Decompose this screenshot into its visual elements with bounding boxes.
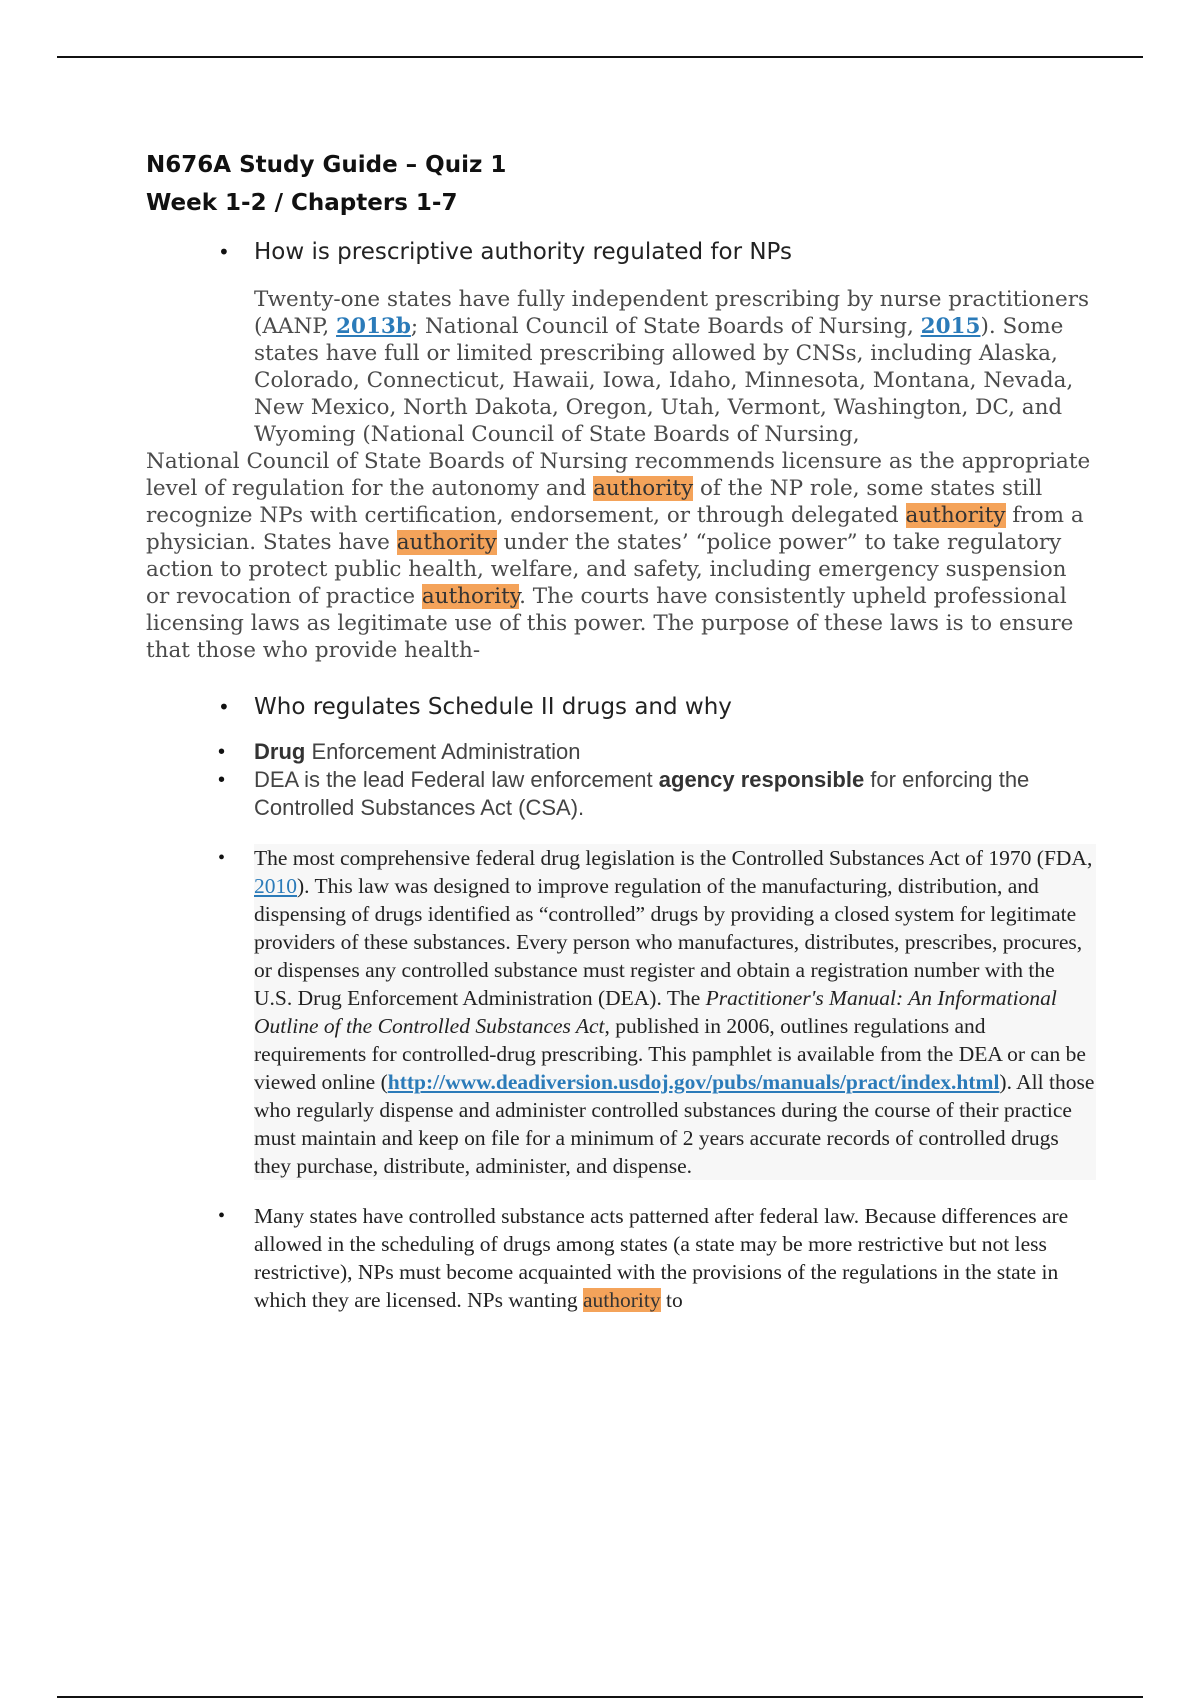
- question-2-text: Who regulates Schedule II drugs and why: [254, 694, 732, 720]
- page-title: N676A Study Guide – Quiz 1: [146, 152, 507, 178]
- text-span: ). This law was designed to improve regulation of the manufacturing, distribution, and dispensing of drugs identified as “controlled” drugs by providing a closed system for legitimate providers of these substances. Every person who manufactures, distributes, prescribes, procures, or dispenses any controlled substance must register and obtain a registration number with the U.S. Drug Enforcement Administration (DEA). The: [254, 874, 1083, 1010]
- page-subtitle: Week 1-2 / Chapters 1-7: [146, 190, 458, 216]
- answer-2-item-1: [146, 738, 1096, 766]
- answer-2-item-4: [146, 1202, 1096, 1314]
- text-span: from a physician. States have: [146, 503, 1084, 555]
- bullet-icon: •: [218, 769, 226, 791]
- answer-2-item-2: [146, 766, 1096, 822]
- bullet-icon: •: [218, 695, 230, 719]
- text-span: . The courts have consistently upheld professional licensing laws as legitimate use of this power. The purpose of these laws is to ensure that those who provide health-: [146, 584, 1074, 663]
- answer-1-paragraph-1: [146, 286, 1096, 448]
- text-span: , published in 2006, outlines regulations and requirements for controlled-drug prescribing. This pamphlet is available from the DEA or can be viewed online (: [254, 1014, 1086, 1094]
- search-highlight: authority: [396, 530, 497, 555]
- question-2: [146, 692, 1096, 722]
- dea-manual-link[interactable]: http://www.deadiversion.usdoj.gov/pubs/manuals/pract/index.html: [387, 1070, 1000, 1094]
- search-highlight: authority: [583, 1288, 661, 1312]
- text-span: Many states have controlled substance acts patterned after federal law. Because differences are allowed in the scheduling of drugs among states (a state may be more restrictive but not less restrictive), NPs must become acquainted with the provisions of the regulations in the state in which they are licensed. NPs wanting: [254, 1204, 1069, 1312]
- quoted-block: [254, 844, 1096, 1180]
- text-span: National Council of State Boards of Nursing recommends licensure as the appropriate level of regulation for the autonomy and: [146, 449, 1091, 501]
- text-span: ). Some states have full or limited prescribing allowed by CNSs, including Alaska, Colorado, Connecticut, Hawaii, Iowa, Idaho, Minnesota, Montana, Nevada, New Mexico, North Dakota, Oregon, Utah, Vermont, Washington, DC, and Wyoming (National Council of State Boards of Nursing,: [254, 314, 1074, 447]
- question-1: [146, 237, 1096, 267]
- bullet-icon: •: [218, 741, 226, 763]
- text-span: for enforcing the Controlled Substances Act (CSA).: [254, 767, 1030, 820]
- text-span: under the states’ “police power” to take regulatory action to protect public health, welfare, and safety, including emergency suspension or revocation of practice: [146, 530, 1067, 609]
- citation-link-2010[interactable]: 2010: [254, 874, 297, 898]
- paragraph: [254, 1202, 1096, 1314]
- search-highlight: authority: [421, 584, 520, 609]
- citation-link-2013b[interactable]: 2013b: [336, 314, 411, 339]
- document-page: [146, 146, 1096, 1314]
- answer-2-item-3: [146, 844, 1096, 1180]
- bullet-icon: •: [218, 1205, 226, 1227]
- answer-1-paragraph-2: [146, 448, 1096, 664]
- bullet-icon: •: [218, 847, 226, 869]
- italic-title: Practitioner's Manual: An Informational Outline of the Controlled Substances Act: [254, 986, 1057, 1038]
- bold-text: Drug: [254, 739, 306, 764]
- question-1-text: How is prescriptive authority regulated for NPs: [254, 239, 792, 265]
- search-highlight: authority: [905, 503, 1006, 528]
- text-span: ). All those who regularly dispense and administer controlled substances during the course of their practice must maintain and keep on file for a minimum of 2 years accurate records of controlled drugs they purchase, distribute, administer, and dispense.: [254, 1070, 1095, 1178]
- bold-text: agency responsible: [658, 767, 865, 792]
- text-span: The most comprehensive federal drug legislation is the Controlled Substances Act of 1970 (FDA,: [254, 846, 1093, 870]
- text-span: Enforcement Administration: [305, 739, 581, 764]
- text-span: Twenty-one states have fully independent prescribing by nurse practitioners (AANP,: [254, 287, 1090, 339]
- search-highlight: authority: [593, 476, 694, 501]
- text-span: of the NP role, some states still recognize NPs with certification, endorsement, or through delegated: [146, 476, 1043, 528]
- citation-link-2015[interactable]: 2015: [920, 314, 981, 339]
- text-span: ; National Council of State Boards of Nursing,: [410, 314, 921, 339]
- text-span: to: [660, 1288, 683, 1312]
- bullet-icon: •: [218, 240, 230, 264]
- text-span: DEA is the lead Federal law enforcement: [254, 767, 659, 792]
- footer-rule: [57, 1696, 1143, 1698]
- header-rule: [57, 56, 1143, 58]
